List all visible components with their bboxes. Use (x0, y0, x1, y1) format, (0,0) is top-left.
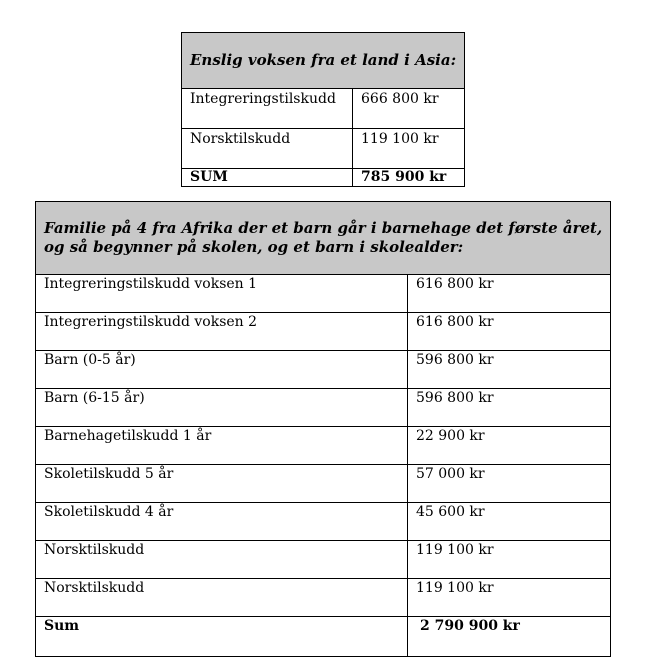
row-value: 119 100 kr (408, 541, 611, 579)
africa-family-table (35, 201, 611, 657)
row-value: 45 600 kr (408, 503, 611, 541)
table-row (36, 503, 611, 541)
table-row (36, 465, 611, 503)
row-value: 119 100 kr (408, 579, 611, 617)
table-header-row (36, 202, 611, 275)
row-value: 57 000 kr (408, 465, 611, 503)
table-row (182, 89, 465, 129)
table-header-row (182, 33, 465, 89)
sum-label: Sum (36, 617, 408, 657)
row-label: Barnehagetilskudd 1 år (36, 427, 408, 465)
row-value: 119 100 kr (353, 129, 465, 169)
row-label: Barn (0-5 år) (36, 351, 408, 389)
row-label: Integreringstilskudd (182, 89, 353, 129)
row-value: 616 800 kr (408, 275, 611, 313)
table-row (36, 579, 611, 617)
asia-single-adult-table (181, 32, 465, 187)
sum-value: 785 900 kr (353, 169, 465, 187)
table-title: Familie på 4 fra Afrika der et barn går i barnehage det første året, og så begynner på skolen, og et barn i skolealder: (36, 202, 611, 275)
sum-label: SUM (182, 169, 353, 187)
row-value: 596 800 kr (408, 389, 611, 427)
row-value: 616 800 kr (408, 313, 611, 351)
sum-row (36, 617, 611, 657)
row-value: 666 800 kr (353, 89, 465, 129)
table-row (36, 427, 611, 465)
row-label: Integreringstilskudd voksen 2 (36, 313, 408, 351)
row-label: Skoletilskudd 5 år (36, 465, 408, 503)
sum-value: 2 790 900 kr (408, 617, 611, 657)
row-label: Skoletilskudd 4 år (36, 503, 408, 541)
table-row (36, 541, 611, 579)
table-row (36, 313, 611, 351)
table-row (182, 129, 465, 169)
row-label: Norsktilskudd (36, 541, 408, 579)
row-label: Norsktilskudd (36, 579, 408, 617)
table-title: Enslig voksen fra et land i Asia: (182, 33, 465, 89)
row-label: Barn (6-15 år) (36, 389, 408, 427)
sum-row (182, 169, 465, 187)
row-value: 22 900 kr (408, 427, 611, 465)
table-row (36, 389, 611, 427)
row-value: 596 800 kr (408, 351, 611, 389)
table-row (36, 275, 611, 313)
row-label: Integreringstilskudd voksen 1 (36, 275, 408, 313)
row-label: Norsktilskudd (182, 129, 353, 169)
table-row (36, 351, 611, 389)
